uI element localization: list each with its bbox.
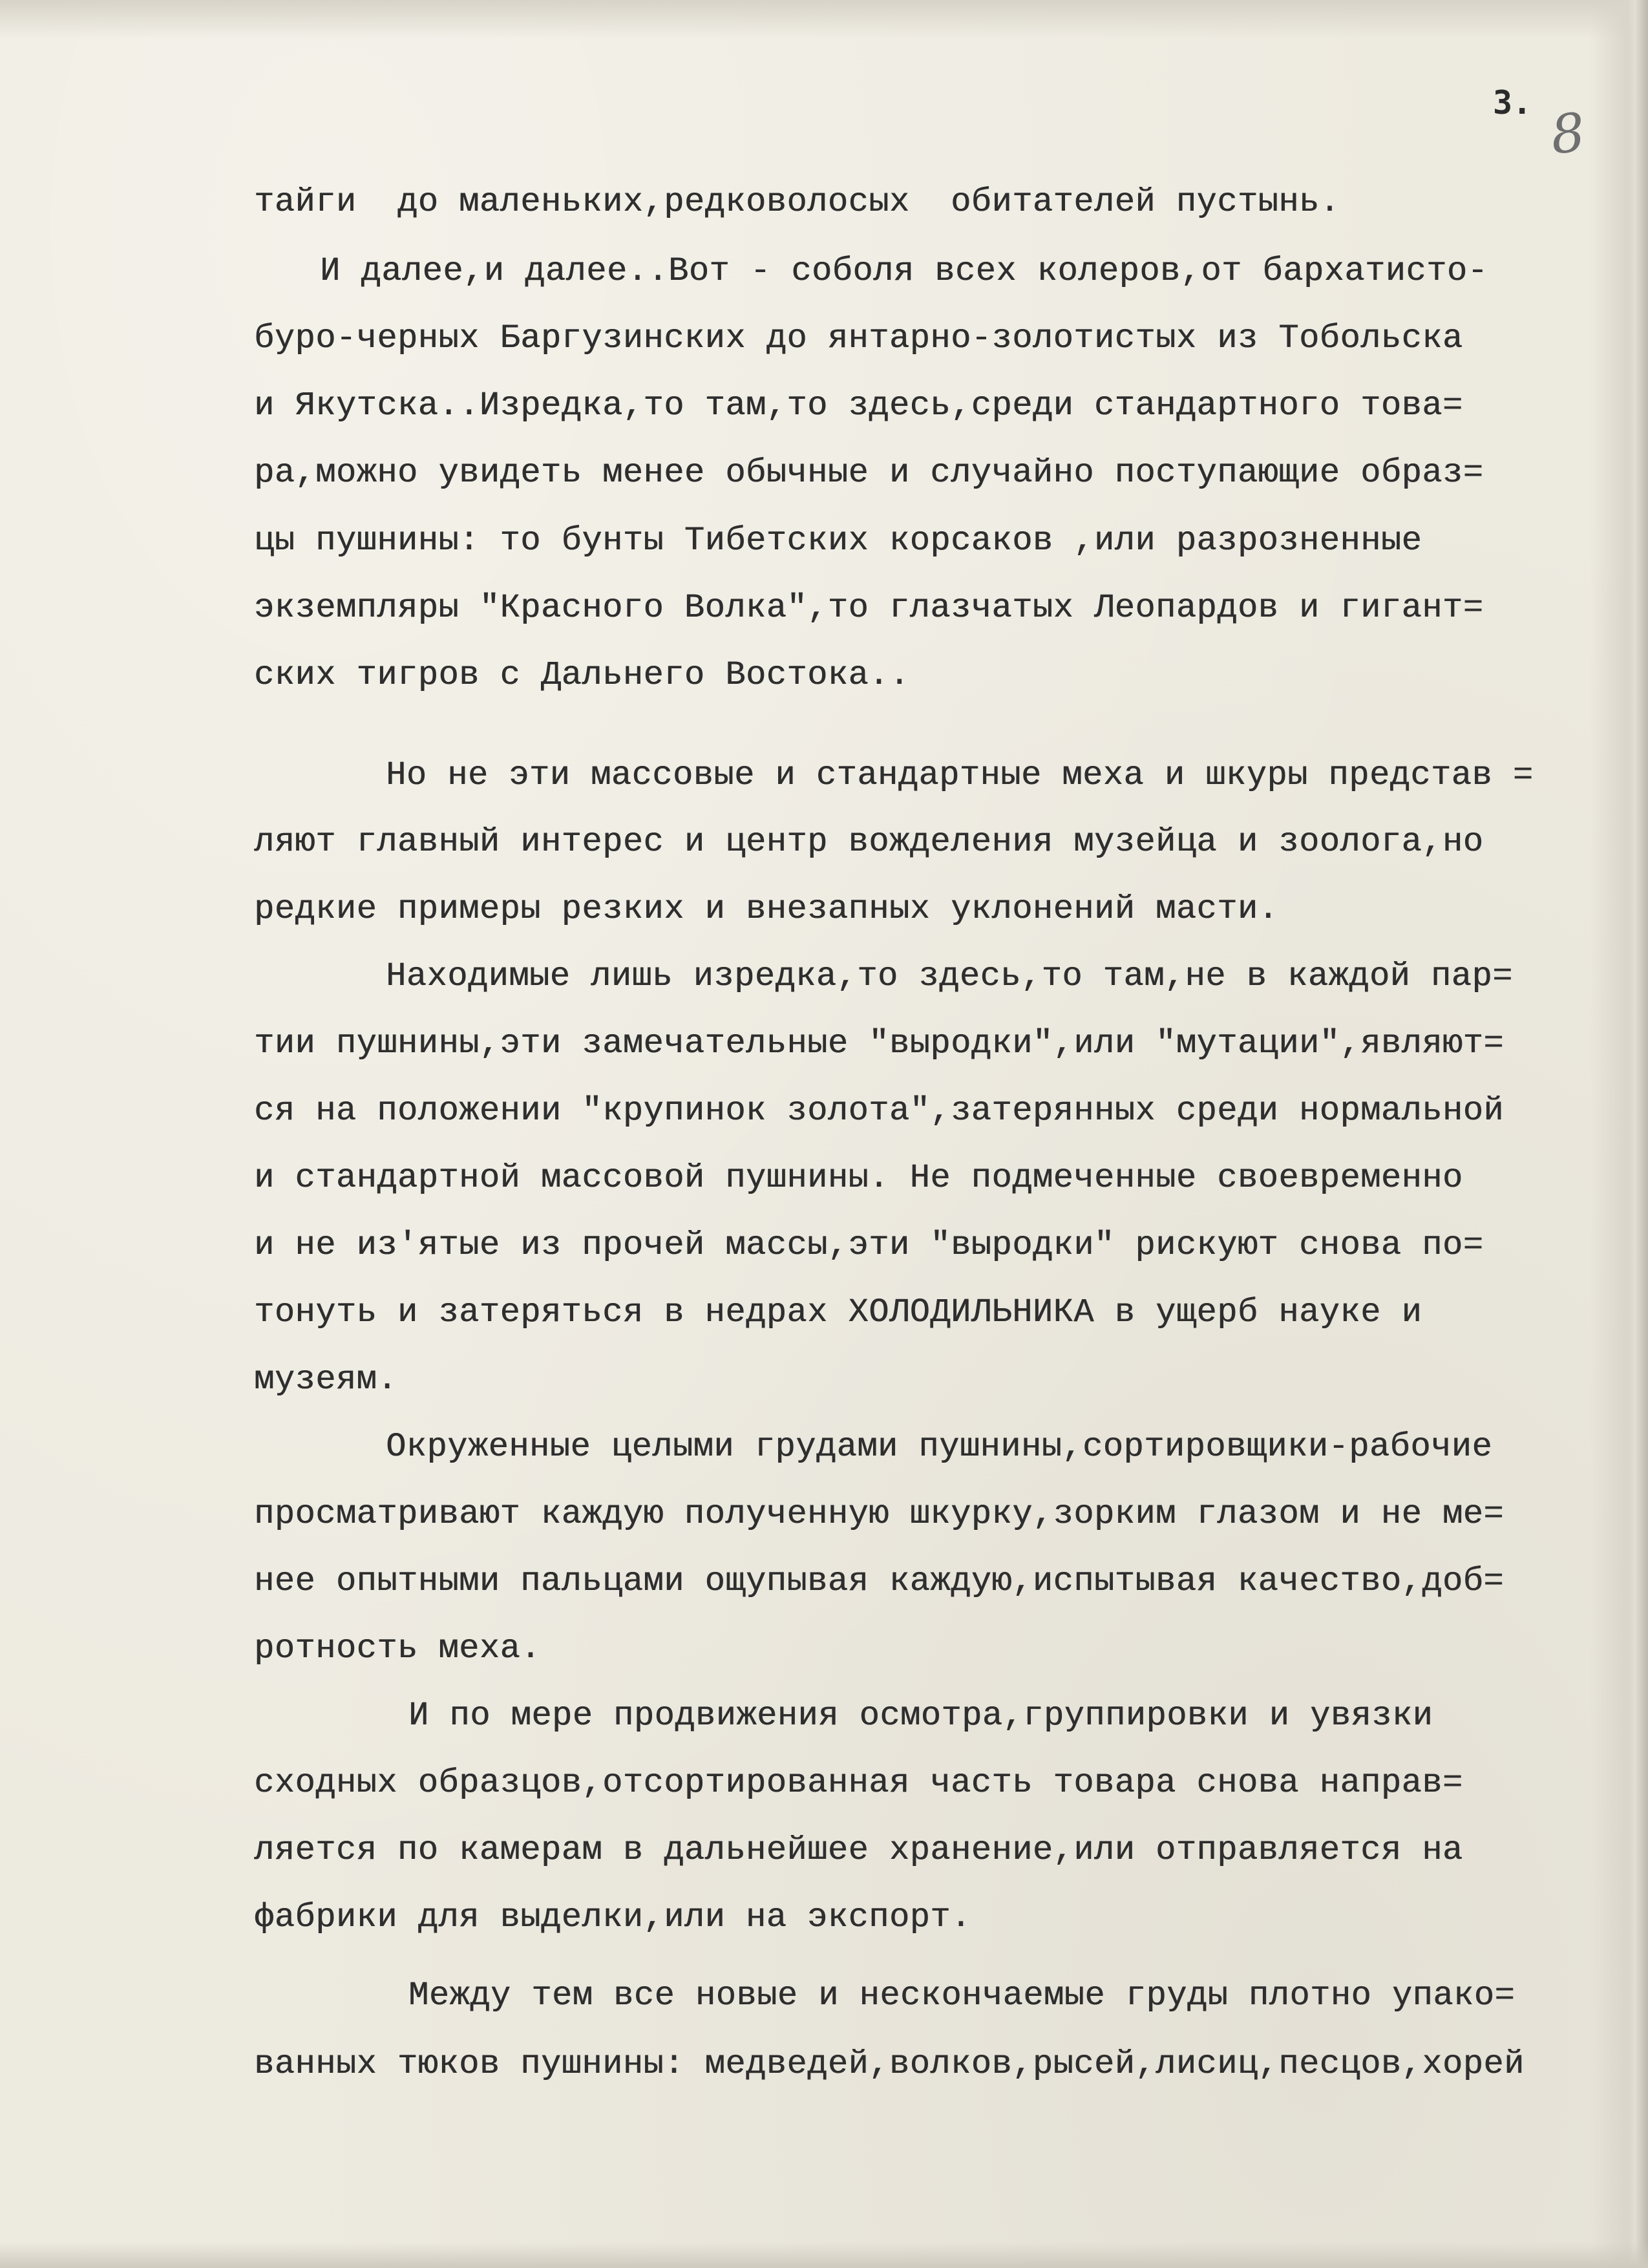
text-line: экземпляры "Красного Волка",то глазчатых Леопардов и гигант=	[254, 589, 1484, 627]
text-line: Между тем все новые и нескончаемые груды плотно упако=	[408, 1977, 1516, 2015]
text-line: Но не эти массовые и стандартные меха и шкуры представ =	[386, 756, 1534, 794]
pencil-page-number: 8	[1548, 101, 1588, 167]
text-line: тайги до маленьких,редковолосых обитателей пустынь.	[254, 183, 1340, 221]
text-line: ся на положении "крупинок золота",затерянных среди нормальной	[254, 1092, 1505, 1130]
text-line: и Якутска..Изредка,то там,то здесь,среди стандартного това=	[254, 387, 1463, 425]
text-line: редкие примеры резких и внезапных уклонений масти.	[254, 890, 1279, 928]
text-line: нее опытными пальцами ощупывая каждую,испытывая качество,доб=	[254, 1562, 1505, 1600]
text-line: тии пушнины,эти замечательные "выродки",или "мутации",являют=	[254, 1024, 1505, 1063]
text-line: ротность меха.	[254, 1629, 541, 1668]
text-line: сходных образцов,отсортированная часть товара снова направ=	[254, 1764, 1463, 1802]
text-line: ванных тюков пушнины: медведей,волков,рысей,лисиц,песцов,хорей	[254, 2045, 1525, 2083]
text-line: просматривают каждую полученную шкурку,зорким глазом и не ме=	[254, 1495, 1505, 1533]
text-line: ляется по камерам в дальнейшее хранение,или отправляется на	[254, 1831, 1463, 1869]
text-line: и стандартной массовой пушнины. Не подмеченные своевременно	[254, 1159, 1463, 1197]
text-line: буро-черных Баргузинских до янтарно-золотистых из Тобольска	[254, 319, 1463, 357]
text-line: и не из'ятые из прочей массы,эти "выродки" рискуют снова по=	[254, 1226, 1484, 1264]
text-line: музеям.	[254, 1361, 397, 1399]
text-line: И по мере продвижения осмотра,группировки и увязки	[408, 1697, 1433, 1735]
text-line: тонуть и затеряться в недрах ХОЛОДИЛЬНИКА в ущерб науке и	[254, 1293, 1422, 1331]
text-line: ляют главный интерес и центр вожделения музейца и зоолога,но	[254, 823, 1484, 861]
text-line: Окруженные целыми грудами пушнины,сортировщики-рабочие	[386, 1428, 1493, 1466]
text-line: ских тигров с Дальнего Востока..	[254, 656, 910, 694]
text-line: цы пушнины: то бунты Тибетских корсаков ,или разрозненные	[254, 522, 1422, 560]
typed-page-number: 3.	[1493, 84, 1532, 122]
text-line: И далее,и далее..Вот - соболя всех колеров,от бархатисто-	[320, 252, 1488, 290]
text-line: Находимые лишь изредка,то здесь,то там,не в каждой пар=	[386, 957, 1513, 995]
text-line: ра,можно увидеть менее обычные и случайно поступающие образ=	[254, 454, 1484, 492]
text-line: фабрики для выделки,или на экспорт.	[254, 1898, 971, 1936]
